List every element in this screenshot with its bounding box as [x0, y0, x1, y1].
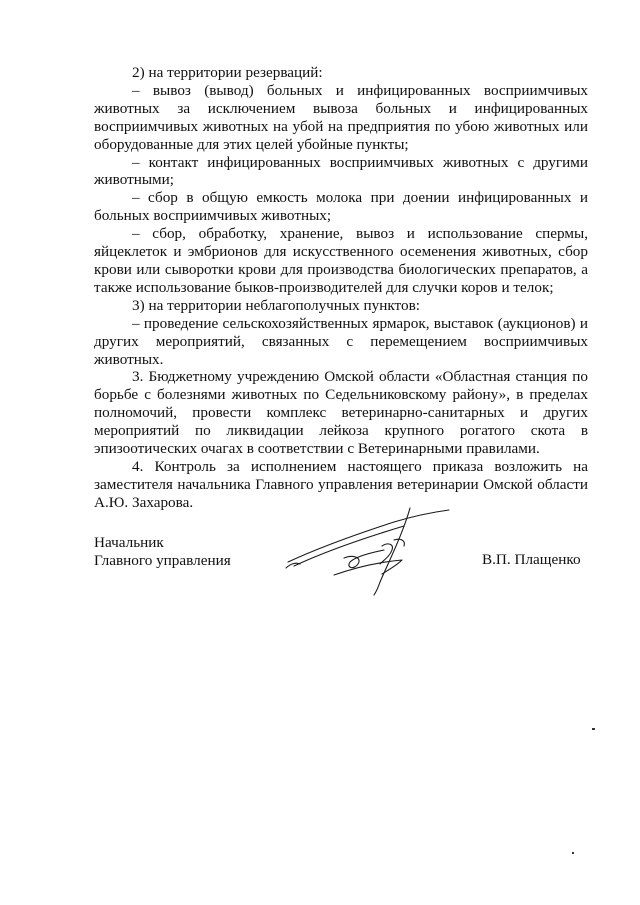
signatory-name: В.П. Плащенко: [482, 551, 581, 568]
paragraph-fairs-ban: – проведение сельскохозяйственных ярмарок, выставок (аукционов) и других мероприятий, связанных с перемещением восприимчивых животных.: [94, 314, 588, 368]
document-body: [94, 64, 588, 512]
paragraph-item-4: 4. Контроль за исполнением настоящего приказа возложить на заместителя начальника Главного управления ветеринарии Омской области А.Ю. Захарова.: [94, 457, 588, 511]
paragraph-points-heading: 3) на территории неблагополучных пунктов:: [132, 296, 420, 314]
paragraph-export-ban: – вывоз (вывод) больных и инфицированных восприимчивых животных за исключением вывоза больных и инфицированных восприимчивых животных на убой на предприятия по убою животных или оборудованные для этих целей убойные пункты;: [94, 81, 588, 153]
paragraph-contact-ban: – контакт инфицированных восприимчивых животных с другими животными;: [94, 153, 588, 189]
scan-speck: [592, 728, 595, 730]
signatory-title-line2: Главного управления: [94, 551, 231, 569]
scan-speck: [572, 852, 574, 854]
paragraph-item-3: 3. Бюджетному учреждению Омской области «Областная станция по борьбе с болезнями животных по Седельниковскому району», в пределах полномочий, провести комплекс ветеринарно-санитарных и других мероприятий по ликвидации лейкоза крупного рогатого скота в эпизоотических очагах в соответствии с Ветеринарными правилами.: [94, 368, 588, 458]
paragraph-milk-ban: – сбор в общую емкость молока при доении инфицированных и больных восприимчивых животных;: [94, 189, 588, 225]
paragraph-reservations-heading: 2) на территории резерваций:: [132, 64, 323, 81]
signatory-title-line1: Начальник: [94, 534, 164, 551]
handwritten-signature: [284, 500, 454, 600]
signatory-title: [94, 534, 231, 570]
paragraph-sperm-ban: – сбор, обработку, хранение, вывоз и использование спермы, яйцеклеток и эмбрионов для искусственного осеменения животных, сбор крови или сыворотки крови для производства биологических препаратов, а также использование быков-производителей для случки коров и телок;: [94, 225, 588, 296]
